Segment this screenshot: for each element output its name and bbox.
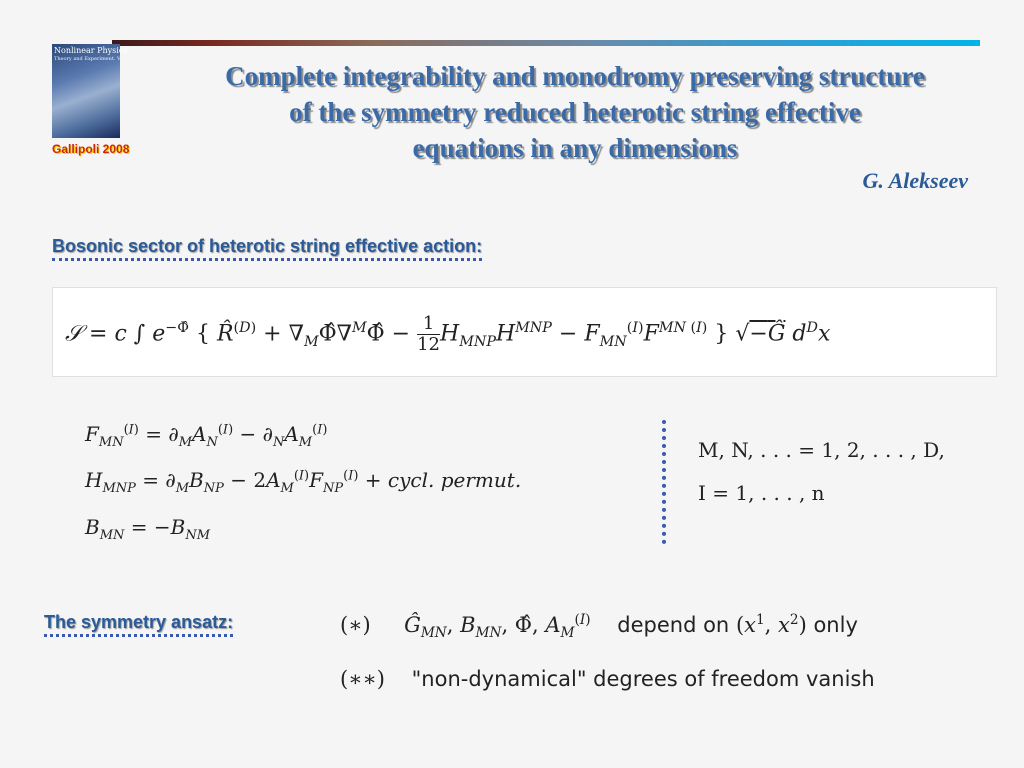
section-label-ansatz: The symmetry ansatz: bbox=[44, 612, 233, 637]
ansatz-item-2-marker: (∗∗) bbox=[340, 667, 385, 691]
header-gradient-line bbox=[112, 40, 980, 46]
title-line-1: Complete integrability and monodromy preserving structure bbox=[225, 61, 925, 91]
title-line-3: equations in any dimensions bbox=[412, 133, 738, 163]
title-line-2: of the symmetry reduced heterotic string effective bbox=[289, 97, 861, 127]
ansatz-item-1-only: only bbox=[813, 613, 858, 637]
logo-subtitle: Theory and Experiment. V bbox=[54, 56, 121, 62]
ansatz-item-1-coordinates: ($x^1$, $x^2$) bbox=[735, 612, 807, 637]
logo-caption: Gallipoli 2008 bbox=[52, 142, 130, 156]
action-formula: 𝒮 = c ∫ $e^{-\Phî}$ { R̂$^{(D)}$ + $\nabla_M\Phî\nabla^M\Phî$ − $\frac{1}{12}$ $H_{MNP}H^{MNP} - F_{MN}^{(I)}F^{MN (I)}$ } √−Ĝ $d^Dx$ bbox=[65, 313, 831, 355]
vertical-dotted-divider bbox=[662, 420, 666, 544]
conference-logo bbox=[52, 44, 128, 138]
gauge-index-range: I = 1, . . . , n bbox=[698, 481, 825, 505]
action-formula-box bbox=[52, 287, 997, 377]
antisymmetry-equation: $B_{MN} = -B_{NM}$ bbox=[85, 515, 211, 543]
field-strength-equation: $F_{MN}^{(I)} = \partial_MA_N^{(I)} - \partial_NA_M^{(I)}$ bbox=[85, 422, 328, 450]
ansatz-item-1-fields: $Ĝ_{MN}$, $B_{MN}$, Φ̂, $A_M^{(I)}$ bbox=[404, 612, 591, 642]
spacetime-index-range: M, N, . . . = 1, 2, . . . , D, bbox=[698, 438, 945, 462]
logo-title: Nonlinear Physics bbox=[54, 46, 128, 55]
ansatz-item-1-depend: depend on bbox=[617, 613, 730, 637]
author-name: G. Alekseev bbox=[862, 168, 968, 193]
ansatz-item-1 bbox=[340, 612, 858, 641]
slide-title bbox=[130, 58, 1020, 166]
section-label-action: Bosonic sector of heterotic string effective action: bbox=[52, 236, 482, 261]
ansatz-item-2 bbox=[340, 667, 875, 691]
three-form-equation: $H_{MNP} = \partial_MB_{NP} - 2A_M^{(I)}F_{NP}^{(I)}$ + cycl. permut. bbox=[85, 468, 522, 496]
ansatz-item-1-marker: (∗) bbox=[340, 613, 371, 637]
ansatz-item-2-text: "non-dynamical" degrees of freedom vanish bbox=[411, 667, 875, 691]
